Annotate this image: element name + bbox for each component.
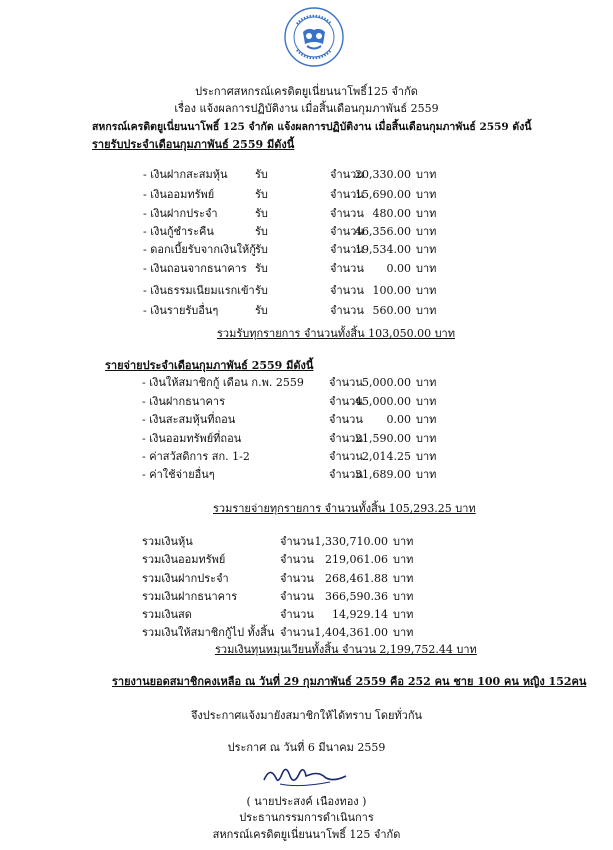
qty-label: จำนวน (329, 376, 363, 389)
receive-label: รับ (255, 262, 268, 275)
item-label: รวมเงินออมทรัพย์ (142, 553, 226, 566)
qty-label: จำนวน (330, 168, 364, 181)
item-label: - เงินฝากสะสมหุ้น (143, 168, 228, 181)
header-line1: ประกาศสหกรณ์เครดิตยูเนี่ยนนาโพธิ์125 จำกัด (195, 85, 418, 98)
unit-label: บาท (416, 395, 437, 408)
unit-label: บาท (416, 413, 437, 426)
list-item (0, 589, 613, 604)
unit-label: บาท (393, 572, 414, 585)
unit-label: บาท (393, 590, 414, 603)
unit-label: บาท (416, 284, 437, 297)
list-item (0, 625, 613, 640)
item-label: - เงินฝากประจำ (143, 207, 218, 220)
item-label: - เงินสะสมหุ้นที่ถอน (142, 413, 236, 426)
receive-label: รับ (255, 207, 268, 220)
qty-label: จำนวน (280, 572, 314, 585)
qty-label: จำนวน (330, 188, 364, 201)
list-item (0, 449, 613, 464)
expense-title: รายจ่ายประจำเดือนกุมภาพันธ์ 2559 มีดังนี้ (105, 359, 314, 372)
qty-label: จำนวน (330, 207, 364, 220)
unit-label: บาท (416, 376, 437, 389)
qty-label: จำนวน (280, 590, 314, 603)
item-label: รวมเงินฝากธนาคาร (142, 590, 238, 603)
amount-value: 0.00 (386, 413, 411, 426)
item-label: - เงินให้สมาชิกกู้ เดือน ก.พ. 2559 (142, 376, 304, 389)
amount-value: 2,014.25 (362, 450, 411, 463)
unit-label: บาท (393, 553, 414, 566)
amount-value: 5,000.00 (362, 376, 411, 389)
signature-icon (260, 760, 350, 790)
amount-value: 560.00 (372, 304, 411, 317)
income-total: รวมรับทุกรายการ จำนวนทั้งสิ้น 103,050.00 บาท (217, 327, 455, 340)
header-line3: สหกรณ์เครดิตยูเนี่ยนนาโพธิ์ 125 จำกัด แจ้งผลการปฏิบัติงาน เมื่อสิ้นเดือนกุมภาพันธ์ 2559 ดังนี้ (92, 121, 532, 133)
item-label: - เงินธรรมเนียมแรกเข้า (143, 284, 255, 297)
receive-label: รับ (255, 168, 268, 181)
unit-label: บาท (393, 626, 414, 639)
receive-label: รับ (255, 284, 268, 297)
announce-date: ประกาศ ณ วันที่ 6 มีนาคม 2559 (227, 741, 386, 754)
unit-label: บาท (416, 468, 437, 481)
amount-value: 1,404,361.00 (314, 626, 388, 639)
item-label: - เงินออมทรัพย์ (143, 188, 215, 201)
qty-label: จำนวน (329, 432, 363, 445)
amount-value: 480.00 (372, 207, 411, 220)
income-title: รายรับประจำเดือนกุมภาพันธ์ 2559 มีดังนี้ (92, 138, 295, 151)
list-item (0, 283, 613, 298)
item-label: - เงินฝากธนาคาร (142, 395, 225, 408)
amount-value: 1,330,710.00 (314, 535, 388, 548)
qty-label: จำนวน (280, 553, 314, 566)
amount-value: 45,000.00 (355, 395, 411, 408)
list-item (0, 167, 613, 182)
unit-label: บาท (416, 168, 437, 181)
unit-label: บาท (393, 608, 414, 621)
receive-label: รับ (255, 225, 268, 238)
list-item (0, 375, 613, 390)
item-label: รวมเงินสด (142, 608, 192, 621)
list-item (0, 571, 613, 586)
item-label: - เงินกู้ชำระคืน (143, 225, 214, 238)
unit-label: บาท (416, 243, 437, 256)
signer-name: ( นายประสงค์ เนืองทอง ) (246, 795, 367, 808)
qty-label: จำนวน (330, 262, 364, 275)
unit-label: บาท (416, 188, 437, 201)
balance-total: รวมเงินทุนหมุนเวียนทั้งสิ้น จำนวน 2,199,752.44 บาท (215, 643, 477, 656)
amount-value: 31,689.00 (355, 468, 411, 481)
list-item (0, 261, 613, 276)
qty-label: จำนวน (280, 626, 314, 639)
amount-value: 14,929.14 (332, 608, 388, 621)
notice-text: จึงประกาศแจ้งมายังสมาชิกให้ได้ทราบ โดยทั่วกัน (190, 709, 423, 722)
member-report: รายงานยอดสมาชิกคงเหลือ ณ วันที่ 29 กุมภาพันธ์ 2559 คือ 252 คน ชาย 100 คน หญิง 152คน (112, 675, 587, 688)
qty-label: จำนวน (330, 284, 364, 297)
item-label: - ดอกเบี้ยรับจากเงินให้กู้ (143, 243, 256, 256)
list-item (0, 534, 613, 549)
header-line2: เรื่อง แจ้งผลการปฏิบัติงาน เมื่อสิ้นเดือนกุมภาพันธ์ 2559 (174, 102, 439, 115)
receive-label: รับ (255, 188, 268, 201)
list-item (0, 224, 613, 239)
qty-label: จำนวน (280, 608, 314, 621)
amount-value: 20,330.00 (355, 168, 411, 181)
list-item (0, 303, 613, 318)
amount-value: 46,356.00 (355, 225, 411, 238)
list-item (0, 431, 613, 446)
amount-value: 0.00 (386, 262, 411, 275)
qty-label: จำนวน (329, 413, 363, 426)
amount-value: 100.00 (372, 284, 411, 297)
unit-label: บาท (416, 450, 437, 463)
unit-label: บาท (416, 304, 437, 317)
qty-label: จำนวน (330, 243, 364, 256)
coop-logo-icon (283, 6, 345, 68)
list-item (0, 467, 613, 482)
list-item (0, 206, 613, 221)
qty-label: จำนวน (329, 395, 363, 408)
signer-position: ประธานกรรมการดำเนินการ (239, 811, 374, 824)
item-label: รวมเงินฝากประจำ (142, 572, 229, 585)
receive-label: รับ (255, 304, 268, 317)
receive-label: รับ (255, 243, 268, 256)
signer-org: สหกรณ์เครดิตยูเนี่ยนนาโพธิ์ 125 จำกัด (212, 828, 401, 841)
list-item (0, 394, 613, 409)
item-label: - ค่าใช้จ่ายอื่นๆ (142, 468, 215, 481)
amount-value: 19,534.00 (355, 243, 411, 256)
unit-label: บาท (416, 225, 437, 238)
unit-label: บาท (416, 432, 437, 445)
list-item (0, 552, 613, 567)
amount-value: 15,690.00 (355, 188, 411, 201)
expense-total: รวมรายจ่ายทุกรายการ จำนวนทั้งสิ้น 105,293.25 บาท (213, 502, 476, 515)
qty-label: จำนวน (330, 225, 364, 238)
qty-label: จำนวน (330, 304, 364, 317)
list-item (0, 412, 613, 427)
item-label: - ค่าสวัสดิการ สก. 1-2 (142, 450, 250, 463)
unit-label: บาท (393, 535, 414, 548)
item-label: - เงินถอนจากธนาคาร (143, 262, 247, 275)
item-label: รวมเงินหุ้น (142, 535, 193, 548)
amount-value: 366,590.36 (325, 590, 388, 603)
amount-value: 268,461.88 (325, 572, 388, 585)
item-label: - เงินรายรับอื่นๆ (143, 304, 219, 317)
item-label: - เงินออมทรัพย์ที่ถอน (142, 432, 242, 445)
item-label: รวมเงินให้สมาชิกกู้ไป ทั้งสิ้น (142, 626, 275, 639)
qty-label: จำนวน (329, 450, 363, 463)
list-item (0, 187, 613, 202)
list-item (0, 607, 613, 622)
unit-label: บาท (416, 262, 437, 275)
qty-label: จำนวน (329, 468, 363, 481)
unit-label: บาท (416, 207, 437, 220)
amount-value: 21,590.00 (355, 432, 411, 445)
qty-label: จำนวน (280, 535, 314, 548)
amount-value: 219,061.06 (325, 553, 388, 566)
list-item (0, 242, 613, 257)
